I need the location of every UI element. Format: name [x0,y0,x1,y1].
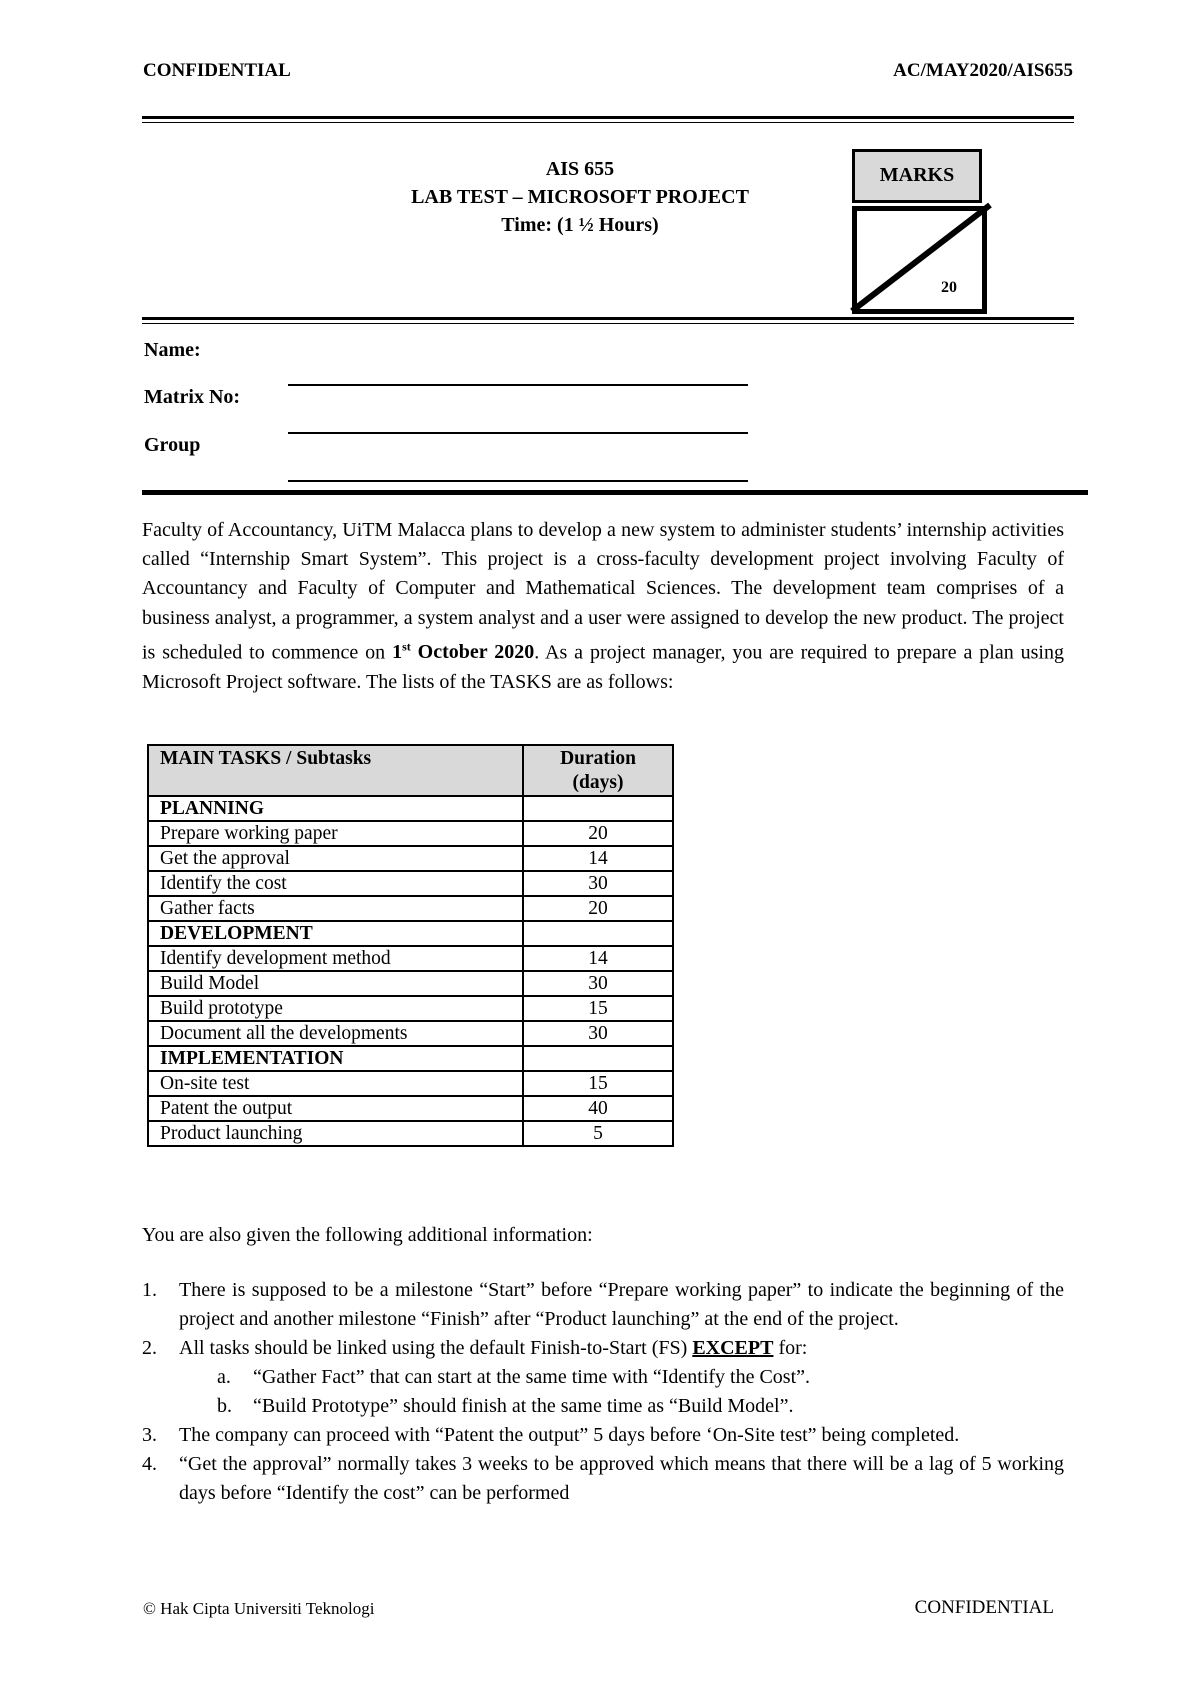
task-cell: Gather facts [148,896,523,921]
matrix-field[interactable] [288,432,748,434]
group-field[interactable] [288,480,748,482]
except-emphasis: EXCEPT [692,1337,774,1359]
duration-cell: 40 [523,1096,673,1121]
table-row [148,921,673,946]
test-title: LAB TEST – MICROSOFT PROJECT [411,186,749,208]
list-item: 2. All tasks should be linked using the default Finish-to-Start (FS) EXCEPT for: [142,1337,808,1359]
table-row [148,896,673,921]
header-paper-code: AC/MAY2020/AIS655 [893,60,1073,81]
sub-list-item: b. “Build Prototype” should finish at the same time as “Build Model”. [217,1395,794,1417]
header-confidential: CONFIDENTIAL [143,60,291,81]
time-allowed: Time: (1 ½ Hours) [501,214,659,236]
footer-confidential: CONFIDENTIAL [914,1597,1054,1618]
group-label: Group [144,434,201,456]
header-task: MAIN TASKS / Subtasks [148,745,523,796]
duration-cell: 30 [523,1021,673,1046]
list-item: 4. “Get the approval” normally takes 3 weeks to be approved which means that there will be a lag of 5 working days before “Identify the cost” can be performed [142,1453,1064,1504]
table-row [148,1021,673,1046]
table-row [148,1046,673,1071]
name-field[interactable] [288,384,748,386]
marks-total: 20 [941,279,957,296]
header-duration: Duration (days) [523,745,673,796]
duration-cell: 15 [523,1071,673,1096]
duration-cell [523,1046,673,1071]
task-cell: On-site test [148,1071,523,1096]
task-cell: Document all the developments [148,1021,523,1046]
list-item: 1. There is supposed to be a milestone “Start” before “Prepare working paper” to indicate the beginning of the project and another milestone “Finish” after “Product launching” at the end of the project. [142,1279,1064,1330]
task-cell: Product launching [148,1121,523,1146]
thick-rule [142,490,1088,495]
additional-info-list [142,1276,1064,1508]
sub-list-item: a. “Gather Fact” that can start at the same time with “Identify the Cost”. [217,1366,811,1388]
table-row [148,1071,673,1096]
top-double-rule [142,116,1074,123]
intro-paragraph: Faculty of Accountancy, UiTM Malacca plans to develop a new system to administer students’ internship activities called “Internship Smart System”. This project is a cross-faculty development project involving Faculty of Accountancy and Faculty of Computer and Mathematical Sciences. The development team comprises of a business analyst, a programmer, a system analyst and a user were assigned to develop the new product. The project is scheduled to commence on 1st October 2020. As a project manager, you are required to prepare a plan using Microsoft Project software. The lists of the TASKS are as follows: [142,519,1064,693]
marks-label: MARKS [852,149,982,203]
duration-cell: 20 [523,896,673,921]
table-row [148,971,673,996]
table-row [148,821,673,846]
table-row [148,796,673,821]
table-row [148,846,673,871]
duration-cell: 14 [523,946,673,971]
duration-cell: 20 [523,821,673,846]
duration-cell: 5 [523,1121,673,1146]
middle-double-rule [142,317,1074,324]
duration-cell: 14 [523,846,673,871]
start-date: 1st October 2020 [392,639,535,664]
task-cell: Identify development method [148,946,523,971]
tasks-table [147,744,674,1147]
task-cell: Identify the cost [148,871,523,896]
footer-copyright: © Hak Cipta Universiti Teknologi [143,1599,375,1618]
table-row [148,1096,673,1121]
table-row [148,946,673,971]
marks-box [852,206,987,314]
task-cell: IMPLEMENTATION [148,1046,523,1071]
table-row [148,996,673,1021]
task-cell: Prepare working paper [148,821,523,846]
duration-cell: 15 [523,996,673,1021]
name-label: Name: [144,339,201,361]
task-cell: Build prototype [148,996,523,1021]
duration-cell: 30 [523,871,673,896]
matrix-label: Matrix No: [144,386,241,408]
task-cell: DEVELOPMENT [148,921,523,946]
table-header-row [148,745,673,796]
duration-cell [523,796,673,821]
task-cell: PLANNING [148,796,523,821]
task-cell: Build Model [148,971,523,996]
task-cell: Patent the output [148,1096,523,1121]
list-item: 3. The company can proceed with “Patent the output” 5 days before ‘On-Site test” being completed. [142,1424,960,1446]
duration-cell: 30 [523,971,673,996]
table-row [148,871,673,896]
table-row [148,1121,673,1146]
task-cell: Get the approval [148,846,523,871]
marks-diagonal [857,211,982,309]
course-code: AIS 655 [545,158,615,180]
additional-info-intro: You are also given the following additional information: [142,1224,593,1246]
duration-cell [523,921,673,946]
